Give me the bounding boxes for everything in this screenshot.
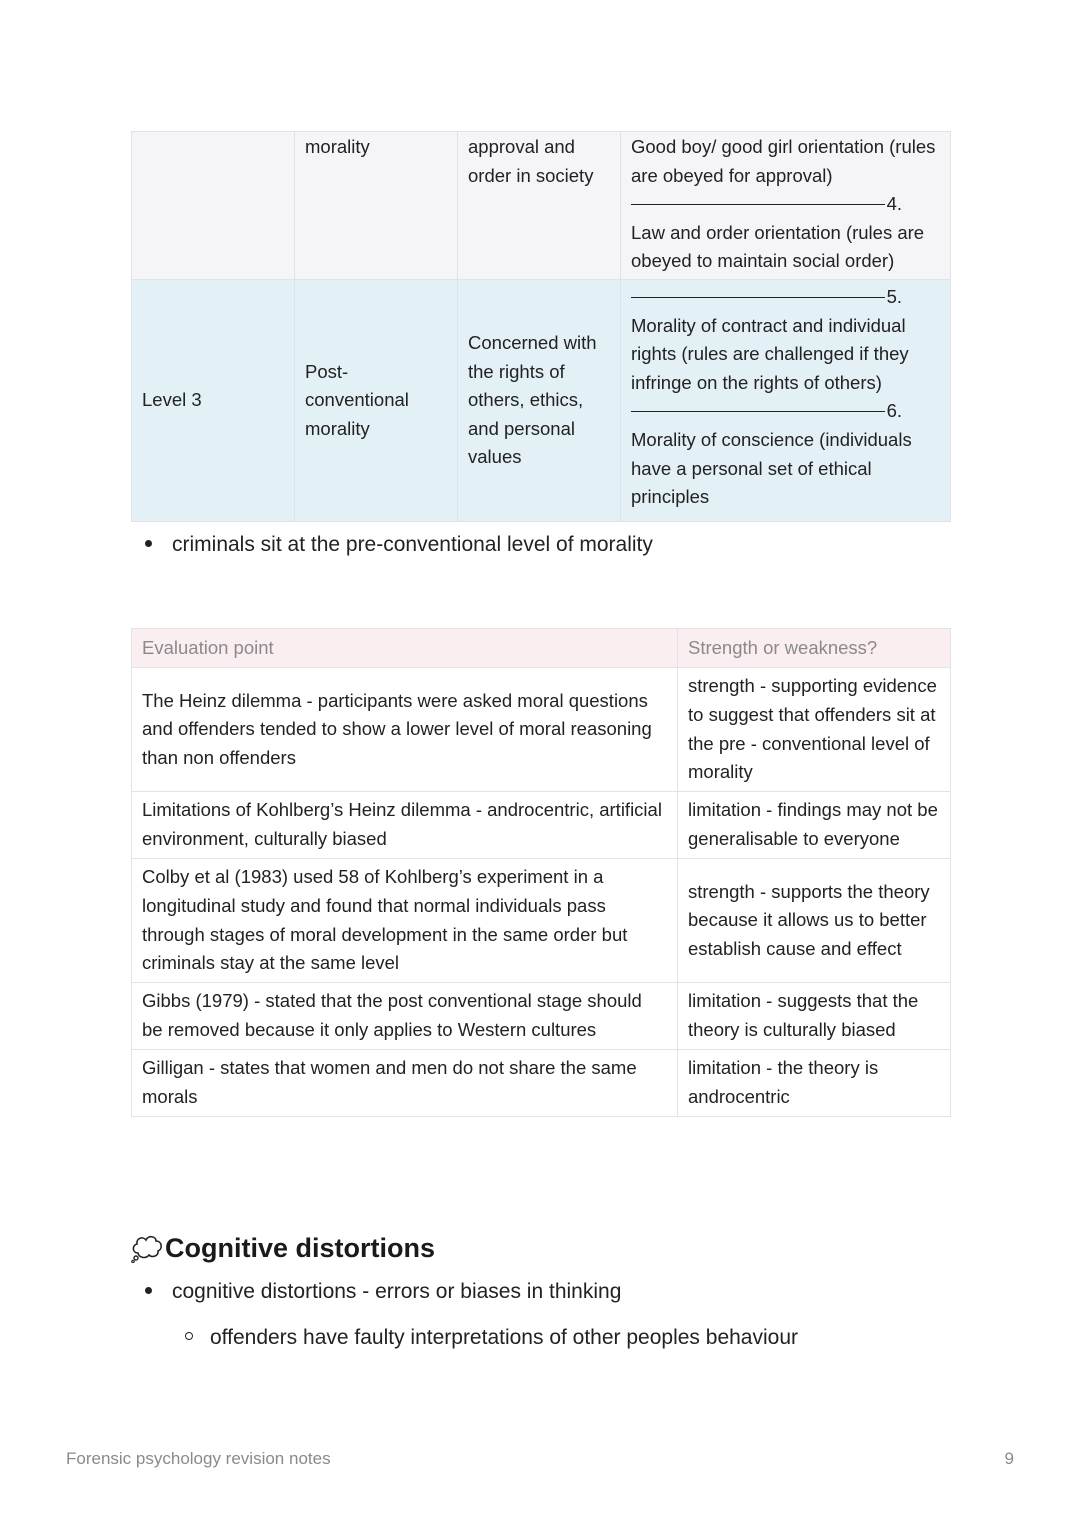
verdict-cell: strength - supporting evidence to suggest that offenders sit at the pre - conventional level of morality xyxy=(678,668,951,792)
level-name-cell: morality xyxy=(295,132,458,280)
stage4-text: Law and order orientation (rules are obeyed to maintain social order) xyxy=(631,221,925,272)
table-row xyxy=(132,859,951,983)
evaluation-point-cell: Gilligan - states that women and men do not share the same morals xyxy=(132,1050,678,1117)
stage-number: 4. xyxy=(886,193,902,215)
table-row xyxy=(132,1050,951,1117)
table-row-level2 xyxy=(132,132,951,280)
level-name-line: Post- xyxy=(305,360,349,382)
section-title: Cognitive distortions xyxy=(165,1233,435,1263)
stage6-text: Morality of conscience (individuals have a personal set of ethical principles xyxy=(631,428,912,508)
thought-bubble-icon xyxy=(131,1233,165,1263)
stage5-text: Morality of contract and individual rights (rules are challenged if they infringe on the rights of others) xyxy=(631,314,909,393)
bullet-text: criminals sit at the pre-conventional level of morality xyxy=(172,533,653,556)
bullet-dot xyxy=(145,1287,152,1294)
table-row xyxy=(132,792,951,859)
evaluation-point-cell: Gibbs (1979) - stated that the post conventional stage should be removed because it only applies to Western cultures xyxy=(132,983,678,1050)
bullet-item xyxy=(145,1277,621,1307)
evaluation-table xyxy=(131,628,951,1117)
stages-cell xyxy=(621,132,951,280)
footer-page-number: 9 xyxy=(1004,1449,1014,1468)
stage3-text: Good boy/ good girl orientation (rules are obeyed for approval) xyxy=(631,136,936,186)
table-row-level3 xyxy=(132,280,951,522)
section-heading xyxy=(131,1230,435,1266)
level-name-line: conventional xyxy=(305,389,409,411)
evaluation-point-cell: Limitations of Kohlberg’s Heinz dilemma - androcentric, artificial environment, culturally biased xyxy=(132,792,678,859)
table-row xyxy=(132,983,951,1050)
table-header-row xyxy=(132,629,951,668)
evaluation-point-cell: The Heinz dilemma - participants were asked moral questions and offenders tended to show a lower level of moral reasoning than non offenders xyxy=(132,668,678,792)
stage-number: 5. xyxy=(886,286,902,307)
stage-number: 6. xyxy=(886,400,902,422)
focus-cell: approval and order in society xyxy=(458,132,621,280)
level-name-line: morality xyxy=(305,417,370,439)
sub-bullet-item xyxy=(185,1323,798,1353)
level-cell: Level 3 xyxy=(132,280,295,522)
verdict-cell: limitation - the theory is androcentric xyxy=(678,1050,951,1117)
bullet-text: cognitive distortions - errors or biases in thinking xyxy=(172,1280,622,1303)
verdict-cell: strength - supports the theory because it allows us to better establish cause and effect xyxy=(678,859,951,983)
level-name-cell xyxy=(295,280,458,522)
sub-bullet-text: offenders have faulty interpretations of other peoples behaviour xyxy=(210,1326,798,1349)
stage-divider xyxy=(631,190,940,219)
kohlberg-stages-table xyxy=(131,131,951,522)
header-evaluation-point: Evaluation point xyxy=(132,629,678,668)
stage-divider xyxy=(631,397,940,426)
evaluation-point-cell: Colby et al (1983) used 58 of Kohlberg’s experiment in a longitudinal study and found that normal individuals pass through stages of moral development in the same order but criminals stay at the same level xyxy=(132,859,678,983)
footer-document-title: Forensic psychology revision notes xyxy=(66,1449,331,1468)
stages-cell xyxy=(621,280,951,522)
table-row xyxy=(132,668,951,792)
verdict-cell: limitation - suggests that the theory is culturally biased xyxy=(678,983,951,1050)
bullet-dot xyxy=(145,540,152,547)
verdict-cell: limitation - findings may not be generalisable to everyone xyxy=(678,792,951,859)
bullet-item xyxy=(145,530,653,560)
level-cell xyxy=(132,132,295,280)
header-strength-weakness: Strength or weakness? xyxy=(678,629,951,668)
sub-bullet-circle xyxy=(185,1332,193,1340)
stage-divider xyxy=(631,283,940,312)
focus-cell: Concerned with the rights of others, ethics, and personal values xyxy=(458,280,621,522)
